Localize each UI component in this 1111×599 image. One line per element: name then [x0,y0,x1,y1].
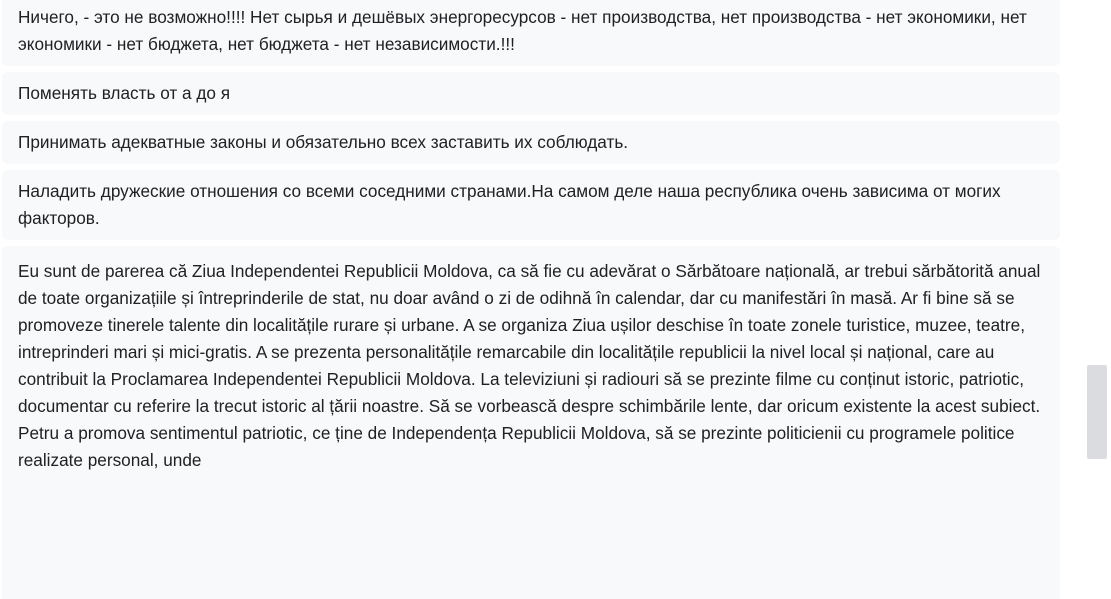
response-item: Принимать адекватные законы и обязательно всех заставить их соблюдать. [2,121,1060,164]
response-item: Ничего, - это не возможно!!!! Нет сырья и дешёвых энергоресурсов - нет производства, нет производства - нет экономики, нет экономики - нет бюджета, нет бюджета - нет независимости.!!! [2,0,1060,66]
response-item: Eu sunt de parerea că Ziua Independentei Republicii Moldova, ca să fie cu adevărat o Sărbătoare națională, ar trebui sărbătorită anual de toate organizațiile și întreprinderile de stat, nu doar având o zi de odihnă în calendar, dar cu manifestări în masă. Ar fi bine să se promoveze tinerele talente din localitățile rurare și urbane. A se organiza Ziua ușilor deschise în toate zonele turistice, muzee, teatre, intreprinderi mari și mici-gratis. A se prezenta personalitățile remarcabile din localitățile republicii la nivel local și național, care au contribuit la Proclamarea Independentei Republicii Moldova. La televiziuni și radiouri să se prezinte filme cu conținut istoric, patriotic, documentar cu referire la trecut istoric al țării noastre. Să se vorbească despre schimbările lente, dar oricum existente la acest subiect. Petru a promova sentimentul patriotic, ce ține de Independența Republicii Moldova, să se prezinte politicienii cu programele politice realizate personal, unde [2,246,1060,599]
response-item: Поменять власть от а до я [2,72,1060,115]
response-list [2,0,1060,599]
scrollbar-track[interactable] [1087,0,1107,599]
scrollbar-thumb[interactable] [1087,365,1107,459]
response-item: Наладить дружеские отношения со всеми соседними странами.На самом деле наша республика очень зависима от могих факторов. [2,170,1060,240]
